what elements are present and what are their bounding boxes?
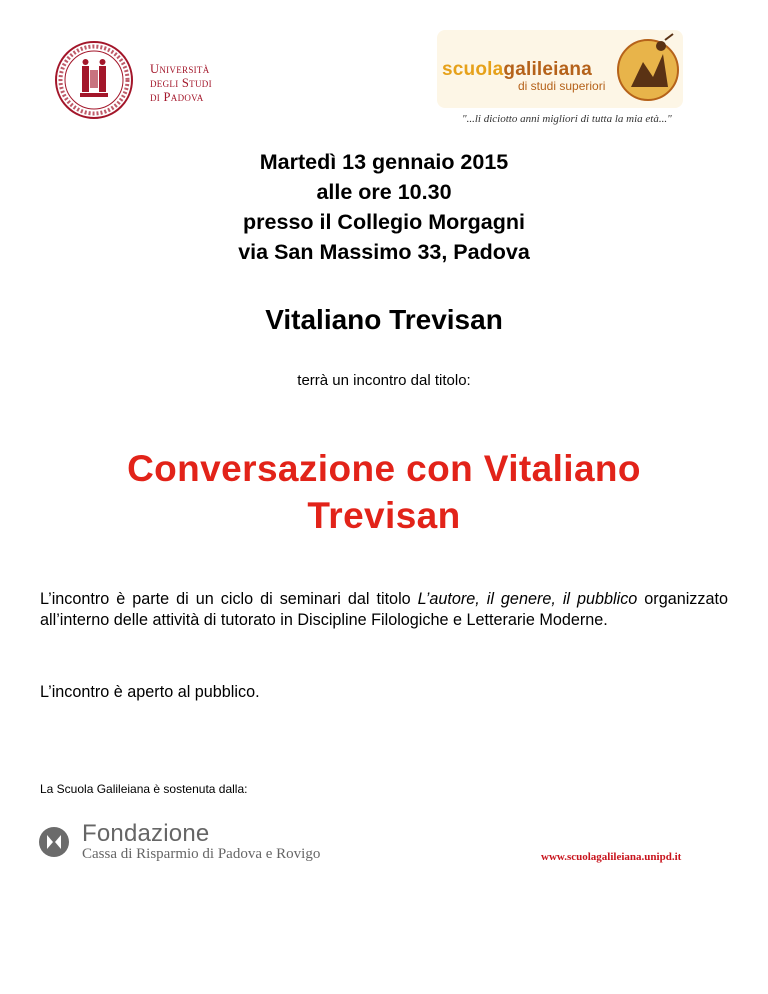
website-link[interactable]: www.scuolagalileiana.unipd.it (541, 851, 682, 863)
event-date: Martedì 13 gennaio 2015 (259, 150, 509, 174)
scuola-name-part2: galileiana (503, 59, 593, 80)
scuola-motto: "...li diciotto anni migliori di tutta la mia età..." (462, 113, 672, 125)
event-title-line-2: Trevisan (307, 495, 461, 536)
university-line-2: degli Studi (150, 76, 212, 90)
event-time: alle ore 10.30 (316, 180, 452, 204)
support-note: La Scuola Galileiana è sostenuta dalla: (40, 782, 248, 796)
scuola-subtitle: di studi superiori (518, 79, 606, 93)
series-title: L’autore, il genere, il pubblico (417, 590, 638, 608)
description-end: organizzato all’interno delle attività di tutorato in Discipline Filologiche e Letterarie Moderne. (40, 590, 728, 629)
university-name (150, 62, 212, 104)
scuola-emblem-logo (613, 32, 683, 104)
scuola-name-part1: scuola (442, 59, 504, 80)
fondazione-name: Fondazione (82, 820, 210, 847)
university-line-3: di Padova (150, 90, 204, 104)
event-title-line-1: Conversazione con Vitaliano (127, 448, 641, 489)
scuola-name (442, 59, 592, 81)
description-start: L’incontro è parte di un ciclo di seminari dal titolo (40, 590, 418, 608)
university-line-1: Università (150, 62, 210, 76)
fondazione-logo-icon (38, 826, 70, 858)
university-seal-logo (54, 40, 134, 120)
speaker-name: Vitaliano Trevisan (265, 304, 503, 335)
intro-text: terrà un incontro dal titolo: (297, 372, 471, 389)
event-date-venue (0, 147, 768, 267)
event-title (40, 445, 728, 539)
open-to-public-note: L’incontro è aperto al pubblico. (40, 683, 260, 701)
description-paragraph (40, 589, 728, 631)
event-address: via San Massimo 33, Padova (238, 240, 530, 264)
fondazione-subtitle: Cassa di Risparmio di Padova e Rovigo (82, 846, 321, 862)
event-venue: presso il Collegio Morgagni (243, 210, 525, 234)
